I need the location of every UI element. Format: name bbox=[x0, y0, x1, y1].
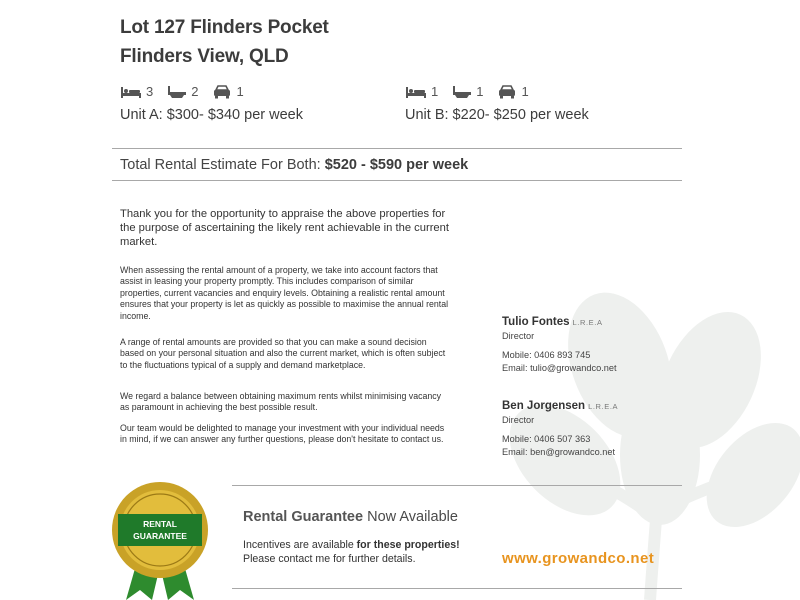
total-estimate-value: $520 - $590 per week bbox=[324, 157, 469, 173]
website-link[interactable]: www.growandco.net bbox=[502, 550, 655, 567]
agent-name: Ben Jorgensen L.R.E.A bbox=[502, 400, 619, 412]
seal-line1: RENTAL bbox=[143, 519, 177, 529]
seal-line2: GUARANTEE bbox=[133, 531, 187, 541]
divider-footer bbox=[232, 588, 682, 589]
unit-a-rent: Unit A: $300- $340 per week bbox=[120, 107, 303, 123]
unit-b-features bbox=[405, 84, 543, 99]
agent-mobile: Mobile: 0406 507 363 bbox=[502, 434, 591, 444]
car-icon bbox=[497, 85, 517, 99]
body-paragraph-1: When assessing the rental amount of a property, we take into account factors that assist in leasing your property promptly. This includes comparison of similar properties, current vacancies and enquiry levels. Obtaining a realistic rental amount ensures that your property is let as quickly as possible to maximise the annual rental income. bbox=[120, 265, 449, 321]
seal-badge bbox=[108, 478, 212, 600]
guarantee-title: Rental Guarantee Now Available bbox=[243, 509, 458, 525]
divider-guarantee bbox=[232, 485, 682, 486]
unit-b-rent: Unit B: $220- $250 per week bbox=[405, 107, 589, 123]
agent-card bbox=[502, 400, 618, 457]
unit-b-cars: 1 bbox=[521, 84, 529, 99]
bed-icon bbox=[405, 85, 427, 99]
agent-role: Director bbox=[502, 331, 535, 341]
agent-mobile: Mobile: 0406 893 745 bbox=[502, 350, 591, 360]
bath-icon bbox=[452, 85, 472, 99]
agent-card bbox=[502, 316, 617, 373]
property-title: Lot 127 Flinders Pocket bbox=[120, 17, 329, 38]
bed-icon bbox=[120, 85, 142, 99]
unit-a-baths: 2 bbox=[191, 84, 199, 99]
bath-icon bbox=[167, 85, 187, 99]
agent-role: Director bbox=[502, 415, 535, 425]
agent-email: Email: tulio@growandco.net bbox=[502, 363, 617, 373]
unit-b-beds: 1 bbox=[431, 84, 439, 99]
divider-top bbox=[112, 148, 682, 149]
body-paragraph-2: A range of rental amounts are provided so that you can make a sound decision based on your personal situation and also the current market, which is often subject to the fluctuations typical of a supply and demand marketplace. bbox=[120, 337, 446, 370]
agent-name: Tulio Fontes L.R.E.A bbox=[502, 316, 603, 328]
property-location: Flinders View, QLD bbox=[120, 46, 289, 67]
guarantee-text: Incentives are available for these properties! Please contact me for further details. bbox=[243, 539, 460, 565]
body-paragraph-4: Our team would be delighted to manage your investment with your individual needs in mind, if we can answer any further questions, please don't hesitate to contact us. bbox=[120, 423, 445, 445]
unit-b-baths: 1 bbox=[476, 84, 484, 99]
intro-paragraph: Thank you for the opportunity to appraise the above properties for the purpose of ascertaining the likely rent achievable in the current market. bbox=[120, 208, 449, 248]
body-paragraph-3: We regard a balance between obtaining maximum rents whilst minimising vacancy as paramount in achieving the best possible result. bbox=[120, 391, 442, 413]
agent-email: Email: ben@growandco.net bbox=[502, 447, 616, 457]
car-icon bbox=[212, 85, 232, 99]
total-estimate bbox=[120, 157, 468, 173]
unit-a-features bbox=[120, 84, 258, 99]
unit-a-cars: 1 bbox=[236, 84, 244, 99]
unit-a-beds: 3 bbox=[146, 84, 154, 99]
divider-bottom bbox=[112, 180, 682, 181]
total-estimate-label: Total Rental Estimate For Both: bbox=[120, 157, 325, 173]
